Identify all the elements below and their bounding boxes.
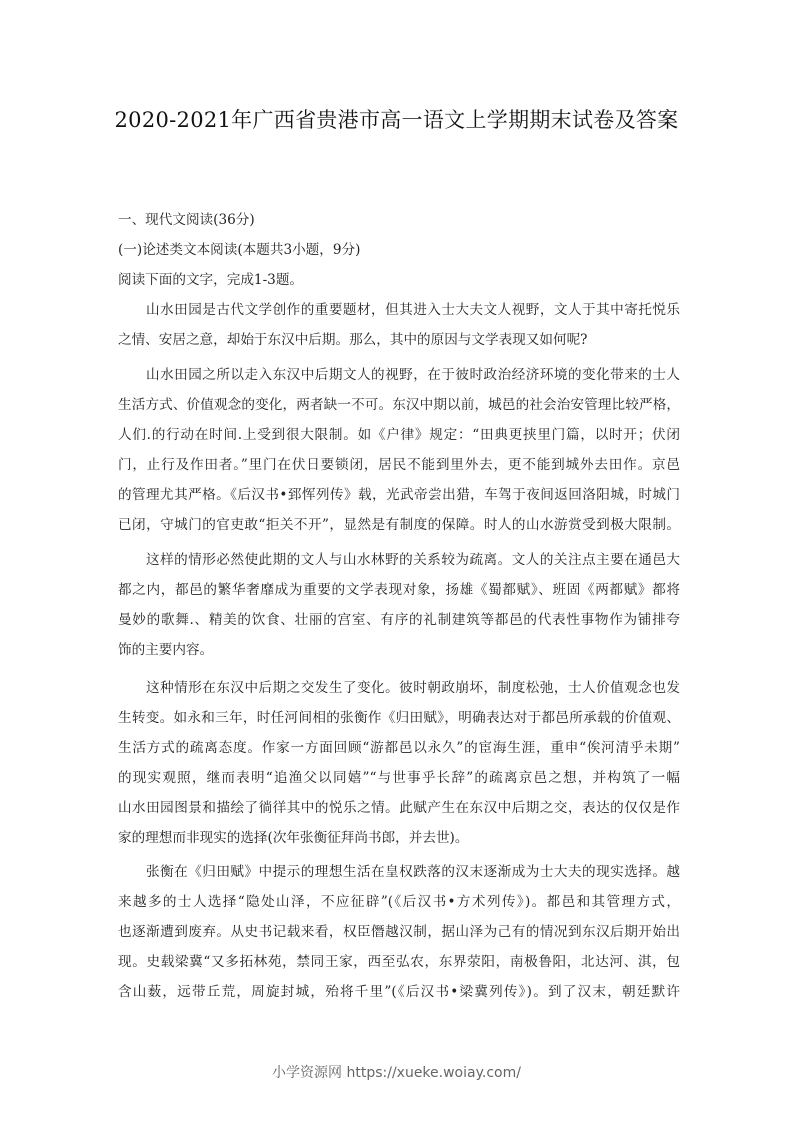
subsection-heading: (一)论述类文本阅读(本题共3小题，9分) <box>118 242 361 258</box>
paragraph-line: 都之内，都邑的繁华奢靡成为重要的文学表现对象，扬雄《蜀都赋》、班固《两都赋》都将 <box>118 582 680 598</box>
paragraph-line: 生活方式、价值观念的变化，两者缺一不可。东汉中期以前，城邑的社会治安管理比较严格， <box>118 397 680 413</box>
paragraph-line: 家的理想而非现实的选择(次年张衡征拜尚书郎，并去世)。 <box>118 830 469 846</box>
paragraph-line: 生转变。如永和三年，时任河间相的张衡作《归田赋》，明确表达对于都邑所承载的价值观、 <box>118 710 680 726</box>
document-title: 2020-2021年广西省贵港市高一语文上学期期末试卷及答案 <box>114 108 679 132</box>
paragraph-line: 的管理尤其严格。《后汉书•郅恽列传》载，光武帝尝出猎，车驾于夜间返回洛阳城，时城门 <box>118 487 680 503</box>
paragraph-line: 这样的情形必然使此期的文人与山水林野的关系较为疏离。文人的关注点主要在通邑大 <box>146 552 680 568</box>
paragraph-line: 之情、安居之意，却始于东汉中后期。那么，其中的原因与文学表现又如何呢? <box>118 332 588 348</box>
paragraph-line: 的现实观照，继而表明“追渔父以同嬉”“与世事乎长辞”的疏离京邑之想，并构筑了一幅 <box>118 770 680 786</box>
paragraph-line: 张衡在《归田赋》中提示的理想生活在皇权跌落的汉末逐渐成为士大夫的现实选择。越 <box>146 864 680 880</box>
paragraph-line: 生活方式的疏离态度。作家一方面回顾“游都邑以永久”的宦海生涯，重申“俟河清乎未期” <box>118 740 680 756</box>
paragraph-line: 山水田园图景和描绘了徜徉其中的悦乐之情。此赋产生在东汉中后期之交，表达的仅仅是作 <box>118 800 680 816</box>
paragraph-line: 曼妙的歌舞.、精美的饮食、壮丽的宫室、有序的礼制建筑等都邑的代表性事物作为铺排夸 <box>118 612 680 628</box>
watermark-footer: 小学资源网 https://xueke.woiay.com/ <box>272 1065 521 1081</box>
reading-instruction: 阅读下面的文字，完成1-3题。 <box>118 272 304 288</box>
section-heading: 一、现代文阅读(36分) <box>118 212 255 228</box>
paragraph-line: 已闭，守城门的官吏敢“拒关不开”，显然是有制度的保障。时人的山水游赏受到极大限制。 <box>118 517 680 533</box>
paragraph-line: 山水田园是古代文学创作的重要题材，但其进入士大夫文人视野，文人于其中寄托悦乐 <box>146 302 680 318</box>
paragraph-line: 饰的主要内容。 <box>118 642 214 658</box>
paragraph-line: 门，止行及作田者。”里门在伏日要锁闭，居民不能到里外去，更不能到城外去田作。京邑 <box>118 457 680 473</box>
paragraph-line: 含山薮，远带丘荒，周旋封城，殆将千里”(《后汉书•梁冀列传》)。到了汉末，朝廷默许 <box>118 984 680 1000</box>
paragraph-line: 人们.的行动在时间.上受到很大限制。如《户律》规定：“田典更挟里门篇，以时开；伏闭 <box>118 427 680 443</box>
paragraph-line: 山水田园之所以走入东汉中后期文人的视野，在于彼时政治经济环境的变化带来的士人 <box>146 367 680 383</box>
paragraph-line: 这种情形在东汉中后期之交发生了变化。彼时朝政崩坏，制度松弛，士人价值观念也发 <box>146 680 680 696</box>
paragraph-line: 现。史载梁冀“又多拓林苑，禁同王家，西至弘农，东界荥阳，南极鲁阳，北达河、淇，包 <box>118 954 680 970</box>
paragraph-line: 也逐渐遭到废弃。从史书记载来看，权臣僭越汉制，据山泽为己有的情况到东汉后期开始出 <box>118 924 680 940</box>
paragraph-line: 来越多的士人选择“隐处山泽，不应征辟”(《后汉书•方术列传》)。都邑和其管理方式， <box>118 894 680 910</box>
